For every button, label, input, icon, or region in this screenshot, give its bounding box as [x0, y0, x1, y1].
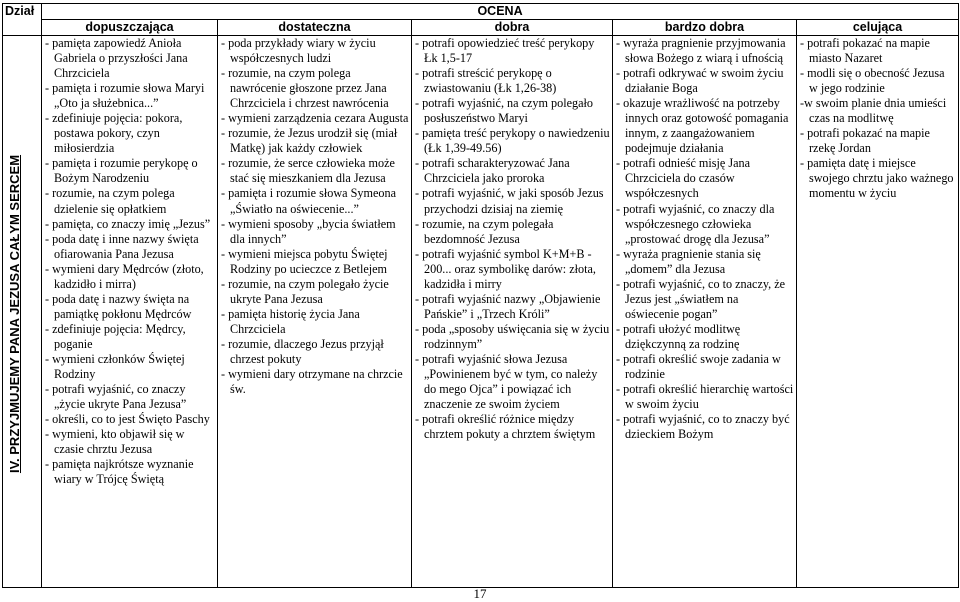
requirement-item: - potrafi odkrywać w swoim życiu działanie Boga: [616, 66, 784, 96]
requirement-item: - pamięta i rozumie słowa Symeona „Światło na oświecenie...”: [221, 186, 396, 216]
section-cell: IV. PRZYJMUJEMY PANA JEZUSA CAŁYM SERCEM: [3, 36, 42, 588]
requirement-item: - potrafi odnieść misję Jana Chrzciciela do czasów współczesnych: [616, 156, 751, 201]
requirement-item: - rozumie, dlaczego Jezus przyjął chrzest pokuty: [221, 336, 384, 366]
requirement-item: - potrafi wyjaśnić nazwy „Objawienie Pańskie” i „Trzech Króli”: [415, 291, 601, 321]
requirement-item: - wyraża pragnienie stania się „domem” dla Jezusa: [616, 246, 761, 276]
requirement-item: - pamięta datę i miejsce swojego chrztu jako ważnego momentu w życiu: [800, 156, 954, 201]
requirement-item: - potrafi wyjaśnić, co znaczy dla współczesnego człowieka „prostować drogę dla Jezusa”: [616, 201, 775, 246]
requirement-item: - pamięta i rozumie perykopę o Bożym Narodzeniu: [45, 156, 198, 186]
requirement-item: - potrafi wyjaśnić, na czym polegało posłuszeństwo Maryi: [415, 96, 594, 126]
requirement-item: - wymieni, kto objawił się w czasie chrztu Jezusa: [45, 427, 185, 457]
requirement-item: - rozumie, na czym polegała bezdomność Jezusa: [415, 216, 554, 246]
level-header-1: dopuszczająca: [42, 20, 218, 36]
grading-table: [2, 3, 959, 588]
requirement-item: - wymieni członków Świętej Rodziny: [45, 351, 185, 382]
requirement-item: - wymieni dary otrzymane na chrzcie św.: [221, 367, 403, 397]
requirement-item: - potrafi scharakteryzować Jana Chrzciciela jako proroka: [415, 156, 570, 186]
requirement-item: - wyraża pragnienie przyjmowania słowa Bożego z wiarą i ufnością: [616, 36, 786, 66]
requirement-item: - potrafi ułożyć modlitwę dziękczynną za rodzinę: [616, 321, 741, 351]
requirement-item: - wymieni miejsca pobytu Świętej Rodziny po ucieczce z Betlejem: [221, 246, 388, 276]
level-header-3: dobra: [412, 20, 613, 36]
requirement-item: - zdefiniuje pojęcia: pokora, postawa pokory, czyn miłosierdzia: [45, 111, 183, 156]
requirement-item: - pamięta treść perykopy o nawiedzeniu (Łk 1,39-49.56): [415, 126, 610, 156]
requirement-item: - potrafi wyjaśnić symbol K+M+B - 200... oraz symbolikę darów: złota, kadzidła i mirry: [415, 246, 596, 291]
requirement-item: - pamięta najkrótsze wyznanie wiary w Trójcę Świętą: [45, 457, 194, 487]
page-number: 17: [473, 586, 487, 601]
requirement-item: - potrafi opowiedzieć treść perykopy Łk 1,5-17: [415, 36, 595, 66]
requirement-item: - rozumie, na czym polega dzielenie się opłatkiem: [45, 186, 175, 216]
requirement-item: - potrafi pokazać na mapie rzekę Jordan: [800, 126, 930, 156]
requirement-item: - potrafi wyjaśnić słowa Jezusa „Powinienem być w tym, co należy do mego Ojca” i powiązać ich znaczenie ze swoim życiem: [415, 351, 598, 412]
requirement-item: - okazuje wrażliwość na potrzeby innych oraz gotowość pomagania innym, z zaangażowaniem podejmuje działania: [616, 96, 789, 156]
level-header-5: celująca: [797, 20, 959, 36]
requirement-item: - poda przykłady wiary w życiu współczesnych ludzi: [221, 36, 376, 66]
column-dobra: [412, 36, 613, 588]
requirement-item: - określi, co to jest Święto Paschy: [45, 412, 210, 427]
requirement-item: - rozumie, na czym polegało życie ukryte Pana Jezusa: [221, 276, 389, 306]
requirement-item: - modli się o obecność Jezusa w jego rodzinie: [800, 66, 945, 96]
requirement-item: - rozumie, na czym polega nawrócenie głoszone przez Jana Chrzciciela i chrzest nawrócenia: [221, 66, 389, 111]
level-header-2: dostateczna: [218, 20, 412, 36]
column-celujaca: [797, 36, 959, 588]
requirement-item: - potrafi wyjaśnić, co to znaczy, że Jezus jest „światłem na oświecenie pogan”: [616, 276, 786, 321]
requirement-item: - poda datę i nazwy święta na pamiątkę pokłonu Mędrców: [45, 291, 192, 321]
requirement-item: - potrafi wyjaśnić, w jaki sposób Jezus przychodzi dzisiaj na ziemię: [415, 186, 604, 216]
requirement-item: - wymieni dary Mędrców (złoto, kadzidło i mirra): [45, 261, 204, 291]
requirement-item: - pamięta historię życia Jana Chrzciciela: [221, 306, 360, 336]
requirement-item: - pamięta zapowiedź Anioła Gabriela o przyszłości Jana Chrzciciela: [45, 36, 188, 81]
requirement-item: - pamięta i rozumie słowa Maryi „Oto ja służebnica...”: [45, 81, 205, 111]
requirement-item: - potrafi określić różnice między chrztem pokuty a chrztem świętym: [415, 412, 596, 442]
requirement-item: - rozumie, że Jezus urodził się (miał Matkę) jak każdy człowiek: [221, 126, 398, 156]
requirement-item: - rozumie, że serce człowieka może stać się mieszkaniem dla Jezusa: [221, 156, 395, 186]
ocena-header: OCENA: [42, 4, 959, 20]
requirement-item: - potrafi streścić perykopę o zwiastowaniu (Łk 1,26-38): [415, 66, 557, 96]
requirement-item: - potrafi pokazać na mapie miasto Nazaret: [800, 36, 930, 66]
requirement-item: -w swoim planie dnia umieści czas na modlitwę: [800, 96, 947, 126]
requirement-item: - potrafi określić hierarchię wartości w swoim życiu: [616, 382, 794, 412]
requirement-item: - potrafi wyjaśnić, co znaczy „życie ukryte Pana Jezusa”: [45, 382, 187, 412]
requirement-item: - wymieni zarządzenia cezara Augusta: [221, 111, 409, 126]
requirement-item: - potrafi określić swoje zadania w rodzinie: [616, 351, 781, 382]
requirement-item: - poda „sposoby uświęcania się w życiu rodzinnym”: [415, 321, 610, 351]
level-header-4: bardzo dobra: [613, 20, 797, 36]
requirement-item: - pamięta, co znaczy imię „Jezus”: [45, 216, 211, 231]
column-dopuszczajaca: [42, 36, 218, 588]
column-bardzo-dobra: [613, 36, 797, 588]
dzial-header: Dział: [3, 4, 42, 36]
requirement-item: - potrafi wyjaśnić, co to znaczy być dzieckiem Bożym: [616, 412, 790, 442]
requirement-item: - poda datę i inne nazwy święta ofiarowania Pana Jezusa: [45, 231, 199, 261]
column-dostateczna: [218, 36, 412, 588]
requirement-item: - wymieni sposoby „bycia światłem dla innych”: [221, 216, 396, 246]
requirement-item: - zdefiniuje pojęcia: Mędrcy, poganie: [45, 321, 186, 351]
